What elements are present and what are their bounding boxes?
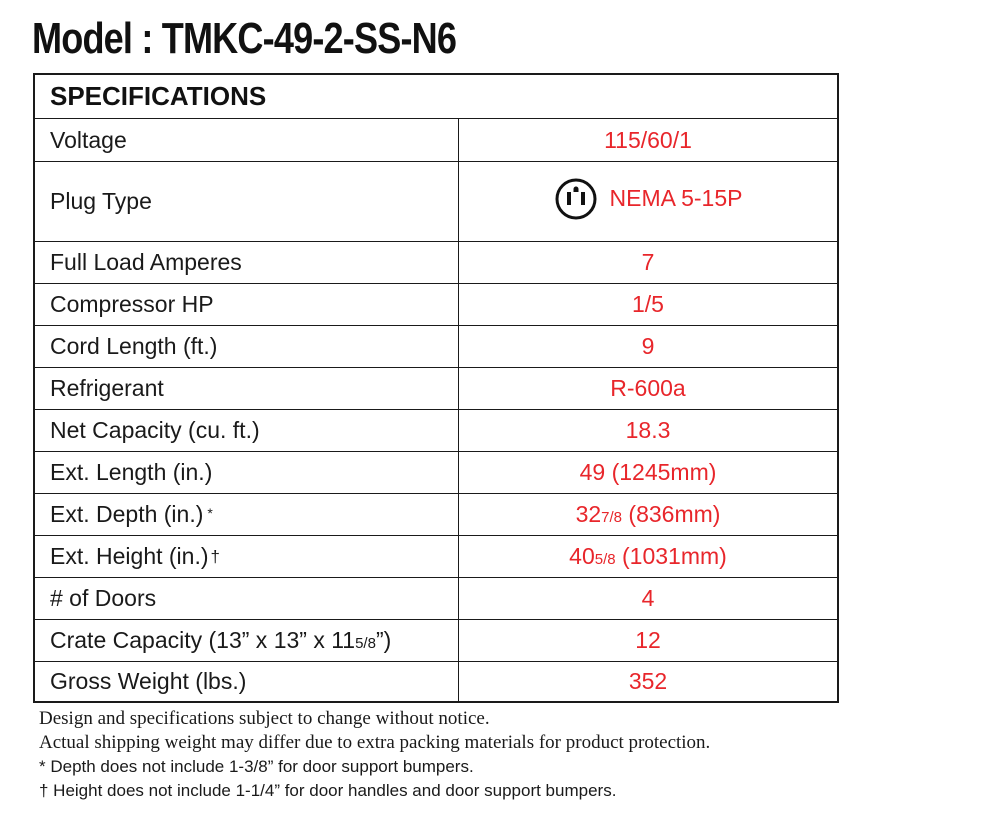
spec-value-cell — [459, 536, 839, 578]
table-row — [34, 578, 838, 620]
table-header-row — [34, 74, 838, 119]
label-close: ”) — [375, 627, 392, 653]
spec-label-cell — [34, 494, 459, 536]
table-row — [34, 119, 838, 162]
spec-value: 12 — [459, 620, 839, 662]
label-fraction: 5/8 — [355, 635, 376, 652]
table-row — [34, 536, 838, 578]
value-metric: (1031mm) — [615, 543, 727, 569]
spec-value: NEMA 5-15P — [609, 185, 743, 211]
spec-label: Ext. Length (in.) — [34, 452, 459, 494]
table-row — [34, 284, 838, 326]
spec-label: Net Capacity (cu. ft.) — [34, 410, 459, 452]
spec-value: 9 — [459, 326, 839, 368]
value-whole: 32 — [575, 501, 602, 527]
nema-plug-icon — [554, 177, 598, 221]
value-fraction: 5/8 — [594, 551, 616, 568]
footnote-height: † Height does not include 1-1/4” for door handles and door support bumpers. — [39, 781, 617, 800]
table-row — [34, 368, 838, 410]
footnote-depth: * Depth does not include 1-3/8” for door support bumpers. — [39, 757, 474, 776]
table-header: SPECIFICATIONS — [34, 74, 838, 119]
spec-label: Ext. Height (in.) — [50, 543, 209, 569]
table-row — [34, 662, 838, 702]
table-row — [34, 242, 838, 284]
spec-label-cell — [34, 536, 459, 578]
table-row — [34, 410, 838, 452]
spec-label-cell — [34, 620, 459, 662]
spec-label: Ext. Depth (in.) — [50, 501, 204, 527]
spec-value: 352 — [459, 662, 839, 702]
spec-value-cell — [459, 162, 839, 242]
spec-value: 18.3 — [459, 410, 839, 452]
spec-label: Plug Type — [34, 162, 459, 242]
asterisk-mark: * — [207, 505, 213, 521]
value-metric: (836mm) — [622, 501, 721, 527]
footnote-shipping-weight: Actual shipping weight may differ due to extra packing materials for product protection. — [39, 732, 711, 753]
spec-value: 1/5 — [459, 284, 839, 326]
table-row — [34, 620, 838, 662]
footnotes — [39, 707, 710, 803]
spec-label: Compressor HP — [34, 284, 459, 326]
spec-value: 4 — [459, 578, 839, 620]
footnote-change-notice: Design and specifications subject to change without notice. — [39, 708, 490, 729]
spec-value-cell — [459, 494, 839, 536]
value-fraction: 7/8 — [601, 509, 623, 526]
spec-value: 7 — [459, 242, 839, 284]
table-row — [34, 326, 838, 368]
model-title: Model : TMKC-49-2-SS-N6 — [32, 14, 457, 63]
table-row — [34, 494, 838, 536]
spec-label: Gross Weight (lbs.) — [34, 662, 459, 702]
label-main: Crate Capacity (13” x 13” x 11 — [50, 627, 356, 653]
table-row — [34, 452, 838, 494]
table-row — [34, 162, 838, 242]
spec-label: Full Load Amperes — [34, 242, 459, 284]
dagger-mark: † — [210, 547, 220, 566]
spec-value: R-600a — [459, 368, 839, 410]
specifications-table — [33, 73, 839, 703]
spec-value: 115/60/1 — [459, 119, 839, 162]
spec-label: Cord Length (ft.) — [34, 326, 459, 368]
spec-label: # of Doors — [34, 578, 459, 620]
spec-value: 49 (1245mm) — [459, 452, 839, 494]
value-whole: 40 — [569, 543, 595, 569]
spec-label: Refrigerant — [34, 368, 459, 410]
spec-label: Voltage — [34, 119, 459, 162]
